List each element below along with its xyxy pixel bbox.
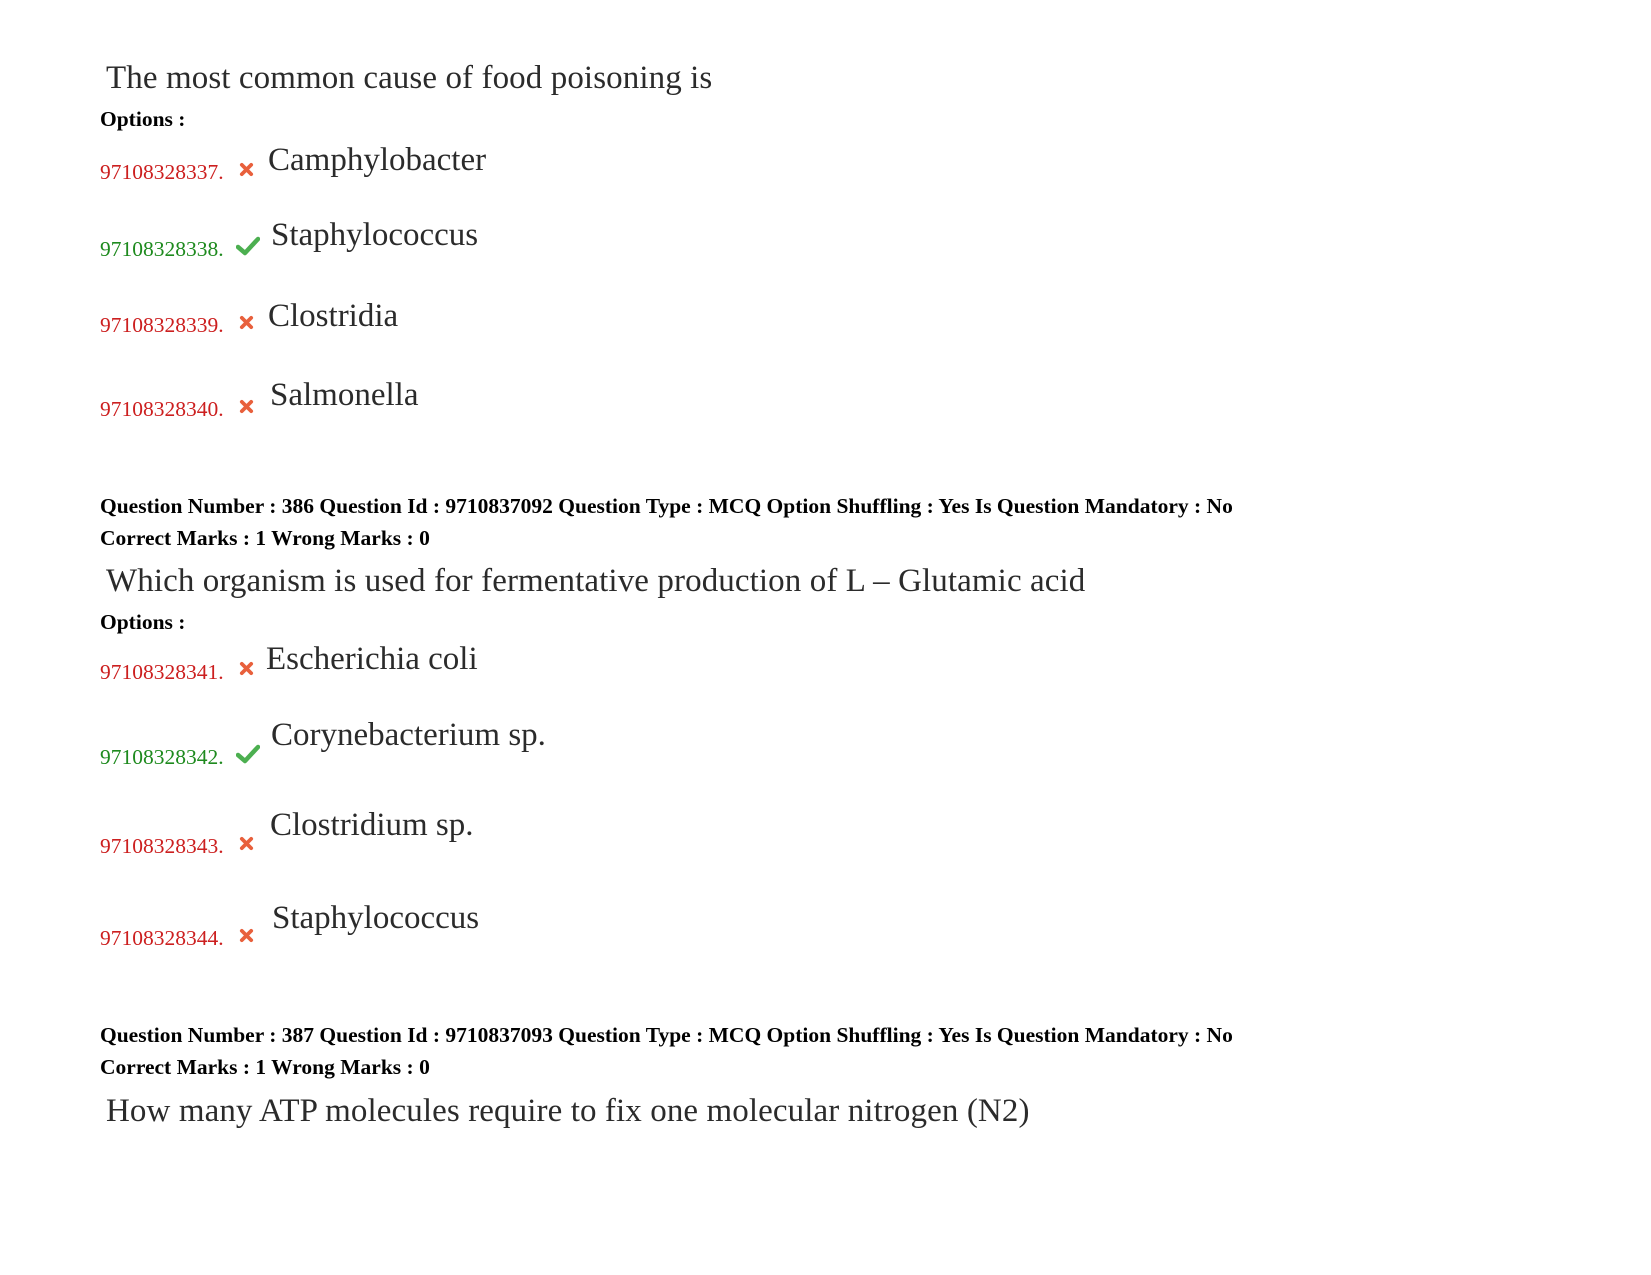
option-id: 97108328337. <box>100 160 224 184</box>
cross-icon <box>239 661 254 676</box>
option-text: Staphylococcus <box>272 900 480 936</box>
question-marks: Correct Marks : 1 Wrong Marks : 0 <box>100 526 430 550</box>
option-id: 97108328339. <box>100 313 224 337</box>
cross-icon <box>239 836 254 851</box>
question-text: Which organism is used for fermentative production of L – Glutamic acid <box>106 563 1086 599</box>
question-marks: Correct Marks : 1 Wrong Marks : 0 <box>100 1055 430 1079</box>
cross-icon <box>239 315 254 330</box>
option-text: Staphylococcus <box>271 217 479 253</box>
question-header: Question Number : 387 Question Id : 9710837093 Question Type : MCQ Option Shuffling : Yes Is Question Mandatory : No <box>100 1023 1233 1047</box>
question-header: Question Number : 386 Question Id : 9710837092 Question Type : MCQ Option Shuffling : Yes Is Question Mandatory : No <box>100 494 1233 518</box>
option-text: Clostridium sp. <box>270 807 474 843</box>
cross-icon <box>239 399 254 414</box>
cross-icon <box>239 162 254 177</box>
option-id: 97108328344. <box>100 926 224 950</box>
question-text: How many ATP molecules require to fix one molecular nitrogen (N2) <box>106 1093 1030 1129</box>
options-label: Options : <box>100 610 186 634</box>
option-text: Escherichia coli <box>266 641 478 677</box>
options-label: Options : <box>100 107 186 131</box>
option-id: 97108328342. <box>100 745 224 769</box>
question-text: The most common cause of food poisoning is <box>106 60 713 96</box>
check-icon <box>236 236 260 256</box>
option-id: 97108328343. <box>100 834 224 858</box>
option-id: 97108328341. <box>100 660 224 684</box>
cross-icon <box>239 928 254 943</box>
option-text: Clostridia <box>268 298 399 334</box>
option-text: Salmonella <box>270 377 419 413</box>
option-text: Camphylobacter <box>268 142 487 178</box>
option-id: 97108328338. <box>100 237 224 261</box>
option-text: Corynebacterium sp. <box>271 717 546 753</box>
option-id: 97108328340. <box>100 397 224 421</box>
check-icon <box>236 744 260 764</box>
